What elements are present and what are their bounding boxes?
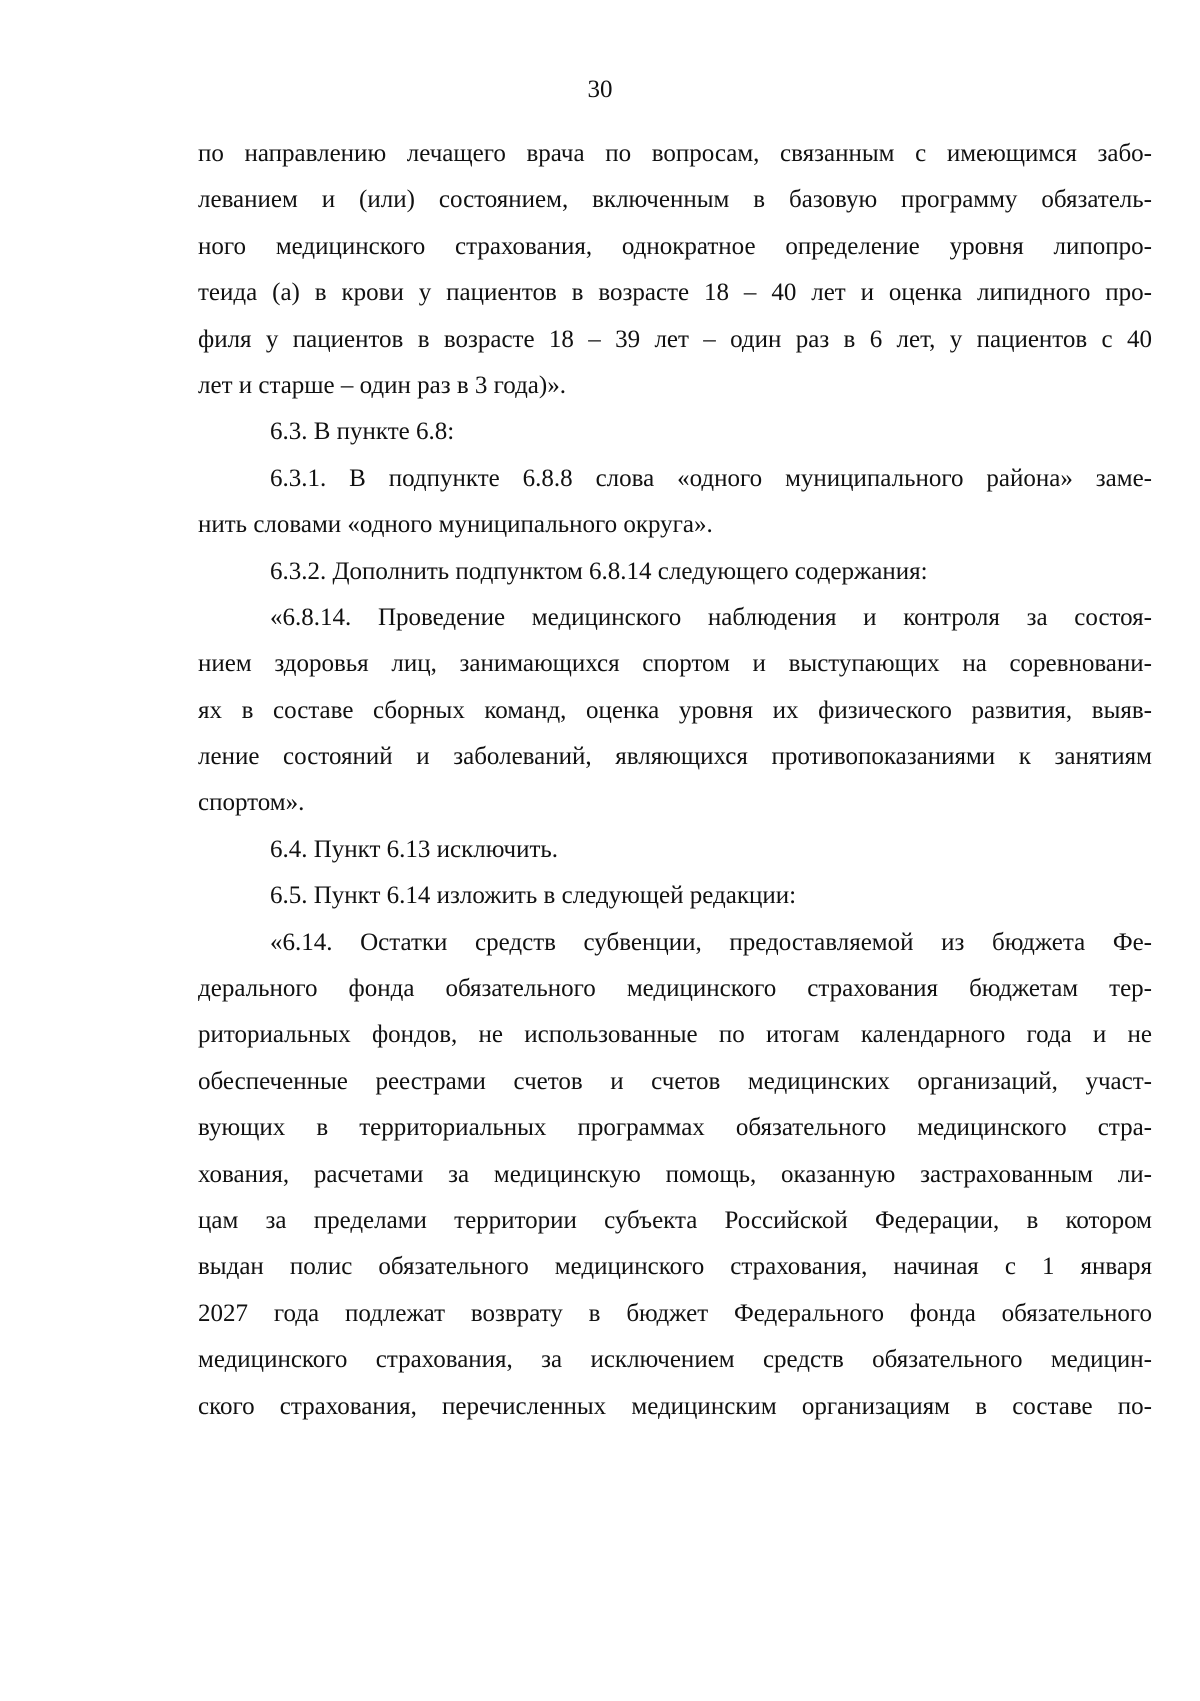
text-line: дерального фонда обязательного медицинского страхования бюджетам тер- xyxy=(198,975,1152,1003)
text-line: леванием и (или) состоянием, включенным в базовую программу обязатель- xyxy=(198,186,1152,214)
text-line: «6.8.14. Проведение медицинского наблюдения и контроля за состоя- xyxy=(270,603,1152,631)
text-line: 6.3. В пункте 6.8: xyxy=(270,418,455,446)
text-line: нием здоровья лиц, занимающихся спортом и выступающих на соревновани- xyxy=(198,650,1152,678)
text-line: цам за пределами территории субъекта Российской Федерации, в котором xyxy=(198,1206,1152,1234)
text-line: медицинского страхования, за исключением средств обязательного медицин- xyxy=(198,1346,1152,1374)
text-line: выдан полис обязательного медицинского страхования, начиная с 1 января xyxy=(198,1253,1152,1281)
text-line: нить словами «одного муниципального округа». xyxy=(198,511,713,539)
text-line: 2027 года подлежат возврату в бюджет Федерального фонда обязательного xyxy=(198,1299,1152,1327)
document-body xyxy=(198,131,1152,1430)
text-line: хования, расчетами за медицинскую помощь, оказанную застрахованным ли- xyxy=(198,1160,1152,1188)
text-line: филя у пациентов в возрасте 18 – 39 лет – один раз в 6 лет, у пациентов с 40 xyxy=(198,325,1152,353)
text-line: теида (а) в крови у пациентов в возрасте 18 – 40 лет и оценка липидного про- xyxy=(198,279,1152,307)
text-line: ление состояний и заболеваний, являющихся противопоказаниями к занятиям xyxy=(198,743,1152,771)
text-line: ного медицинского страхования, однократное определение уровня липопро- xyxy=(198,232,1152,260)
text-line: «6.14. Остатки средств субвенции, предоставляемой из бюджета Фе- xyxy=(270,928,1152,956)
text-line: риториальных фондов, не использованные по итогам календарного года и не xyxy=(198,1021,1152,1049)
text-line: 6.3.1. В подпункте 6.8.8 слова «одного муниципального района» заме- xyxy=(270,464,1152,492)
text-line: ского страхования, перечисленных медицинским организациям в составе по- xyxy=(198,1392,1152,1420)
text-line: лет и старше – один раз в 3 года)». xyxy=(198,371,566,399)
text-line: вующих в территориальных программах обязательного медицинского стра- xyxy=(198,1114,1152,1142)
text-line: по направлению лечащего врача по вопросам, связанным с имеющимся забо- xyxy=(198,140,1152,167)
text-line: 6.5. Пункт 6.14 изложить в следующей редакции: xyxy=(270,882,797,910)
text-line: ях в составе сборных команд, оценка уровня их физического развития, выяв- xyxy=(198,696,1152,724)
page-number: 30 xyxy=(587,76,613,103)
text-line: 6.3.2. Дополнить подпунктом 6.8.14 следующего содержания: xyxy=(270,557,928,585)
text-line: спортом». xyxy=(198,789,305,817)
text-line: обеспеченные реестрами счетов и счетов медицинских организаций, участ- xyxy=(198,1067,1152,1095)
text-line: 6.4. Пункт 6.13 исключить. xyxy=(270,835,559,863)
